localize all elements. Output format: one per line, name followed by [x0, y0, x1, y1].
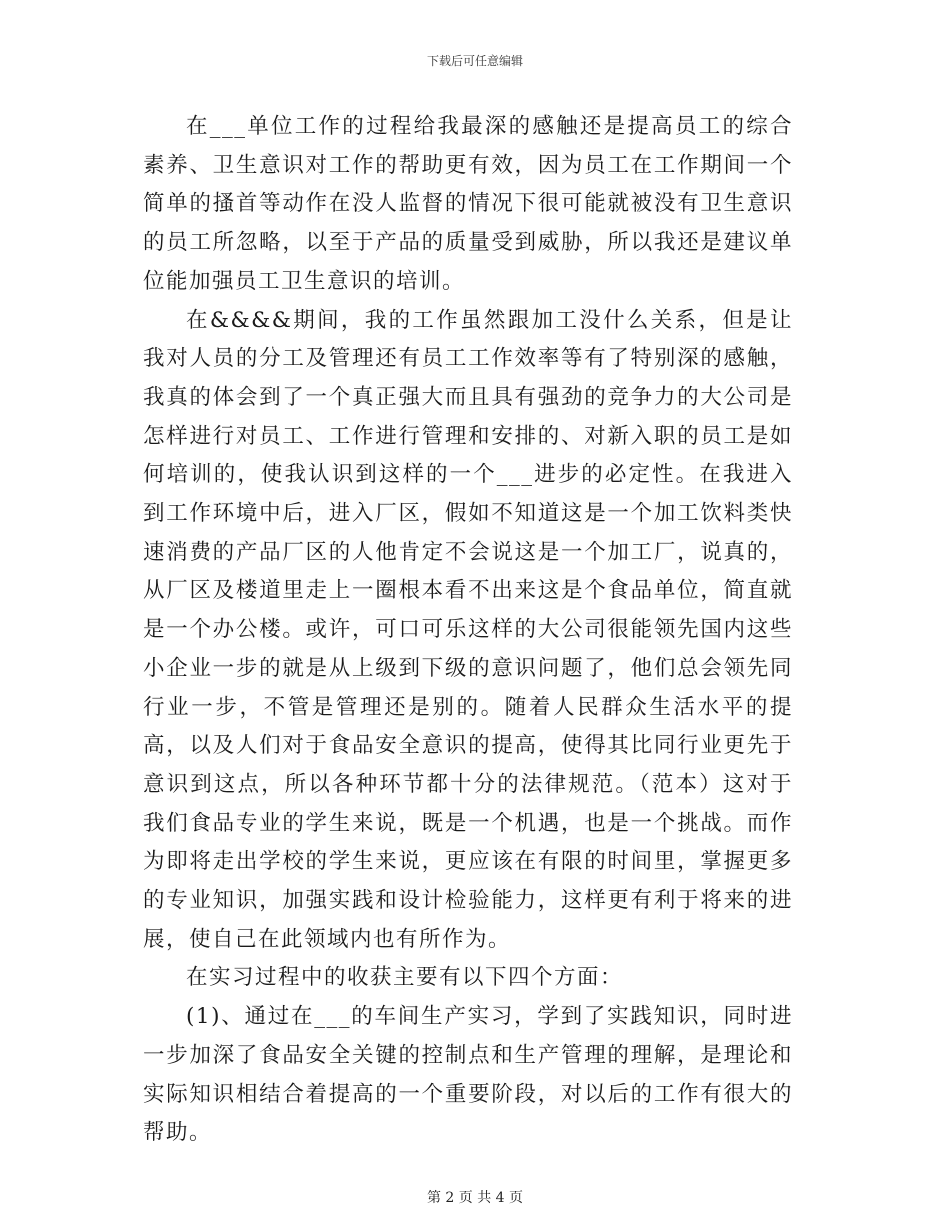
- paragraph-2: 在&&&&期间，我的工作虽然跟加工没什么关系，但是让我对人员的分工及管理还有员工工作效率等有了特别深的感触，我真的体会到了一个真正强大而且具有强劲的竞争力的大公司是怎样进行对员工、工作进行管理和安排的、对新入职的员工是如何培训的，使我认识到这样的一个___进步的必定性。在我进入到工作环境中后，进入厂区，假如不知道这是一个加工饮料类快速消费的产品厂区的人他肯定不会说这是一个加工厂，说真的，从厂区及楼道里走上一圈根本看不出来这是个食品单位，简直就是一个办公楼。或许，可口可乐这样的大公司很能领先国内这些小企业一步的就是从上级到下级的意识问题了，他们总会领先同行业一步，不管是管理还是别的。随着人民群众生活水平的提高，以及人们对于食品安全意识的提高，使得其比同行业更先于意识到这点，所以各种环节都十分的法律规范。（范本）这对于我们食品专业的学生来说，既是一个机遇，也是一个挑战。而作为即将走出学校的学生来说，更应该在有限的时间里，掌握更多的专业知识，加强实践和设计检验能力，这样更有利于将来的进展，使自己在此领域内也有所作为。: [143, 307, 793, 952]
- page-footer: 第 2 页 共 4 页: [426, 1190, 524, 1206]
- paragraph-4: (1)、通过在___的车间生产实习，学到了实践知识，同时进一步加深了食品安全关键的控制点和生产管理的理解，是理论和实际知识相结合着提高的一个重要阶段，对以后的工作有很大的帮助。: [143, 1004, 793, 1146]
- paragraph-1: 在___单位工作的过程给我最深的感触还是提高员工的综合素养、卫生意识对工作的帮助更有效，因为员工在工作期间一个简单的搔首等动作在没人监督的情况下很可能就被没有卫生意识的员工所忽略，以至于产品的质量受到威胁，所以我还是建议单位能加强员工卫生意识的培训。: [143, 114, 793, 294]
- document-body: [143, 108, 793, 1153]
- page-header: 下载后可任意编辑: [426, 54, 523, 68]
- paragraph-3: 在实习过程中的收获主要有以下四个方面：: [186, 965, 624, 991]
